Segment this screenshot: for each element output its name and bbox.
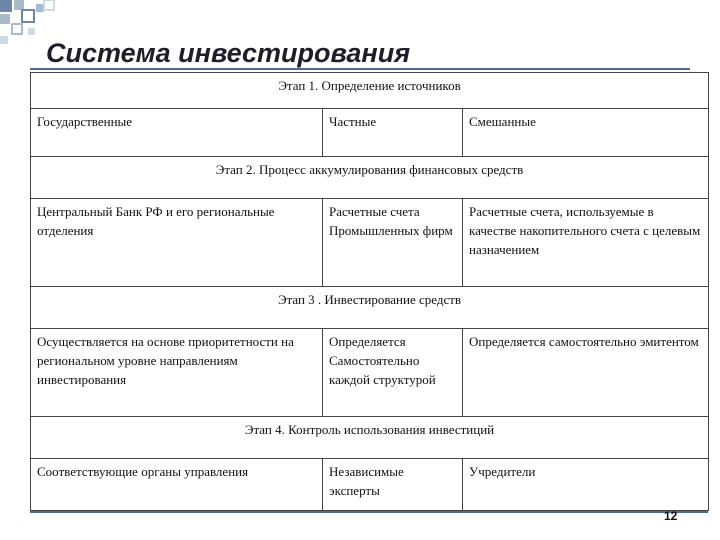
- table-row: [31, 329, 709, 417]
- table-row: [31, 459, 709, 511]
- stage-4-header: Этап 4. Контроль использования инвестиций: [31, 417, 709, 459]
- stage-4-cell-authorities: Соответствующие органы управления: [31, 459, 323, 511]
- stage-row: [31, 417, 709, 459]
- stage-4-cell-founders: Учредители: [463, 459, 709, 511]
- footer-line: [30, 511, 708, 513]
- stage-3-cell-issuer: Определяется самостоятельно эмитентом: [463, 329, 709, 417]
- stage-2-header: Этап 2. Процесс аккумулирования финансовых средств: [31, 157, 709, 199]
- stage-1-cell-private: Частные: [323, 109, 463, 157]
- stage-1-header: Этап 1. Определение источников: [31, 73, 709, 109]
- investment-system-table: [30, 72, 709, 511]
- table-row: [31, 199, 709, 287]
- stage-3-cell-each-structure: Определяется Самостоятельно каждой структурой: [323, 329, 463, 417]
- stage-2-cell-central-bank: Центральный Банк РФ и его региональные отделения: [31, 199, 323, 287]
- stage-1-cell-state: Государственные: [31, 109, 323, 157]
- stage-row: [31, 73, 709, 109]
- stage-3-cell-regional-priority: Осуществляется на основе приоритетности на региональном уровне направлениям инвестирования: [31, 329, 323, 417]
- stage-4-cell-experts: Независимые эксперты: [323, 459, 463, 511]
- stage-row: [31, 157, 709, 199]
- page-number: 12: [664, 509, 678, 523]
- slide-title: Система инвестирования: [46, 38, 411, 68]
- stage-3-header: Этап 3 . Инвестирование средств: [31, 287, 709, 329]
- title-underline: [30, 68, 690, 70]
- stage-2-cell-industrial-accounts: Расчетные счета Промышленных фирм: [323, 199, 463, 287]
- table-row: [31, 109, 709, 157]
- stage-1-cell-mixed: Смешанные: [463, 109, 709, 157]
- stage-2-cell-savings-accounts: Расчетные счета, используемые в качестве накопительного счета с целевым назначением: [463, 199, 709, 287]
- stage-row: [31, 287, 709, 329]
